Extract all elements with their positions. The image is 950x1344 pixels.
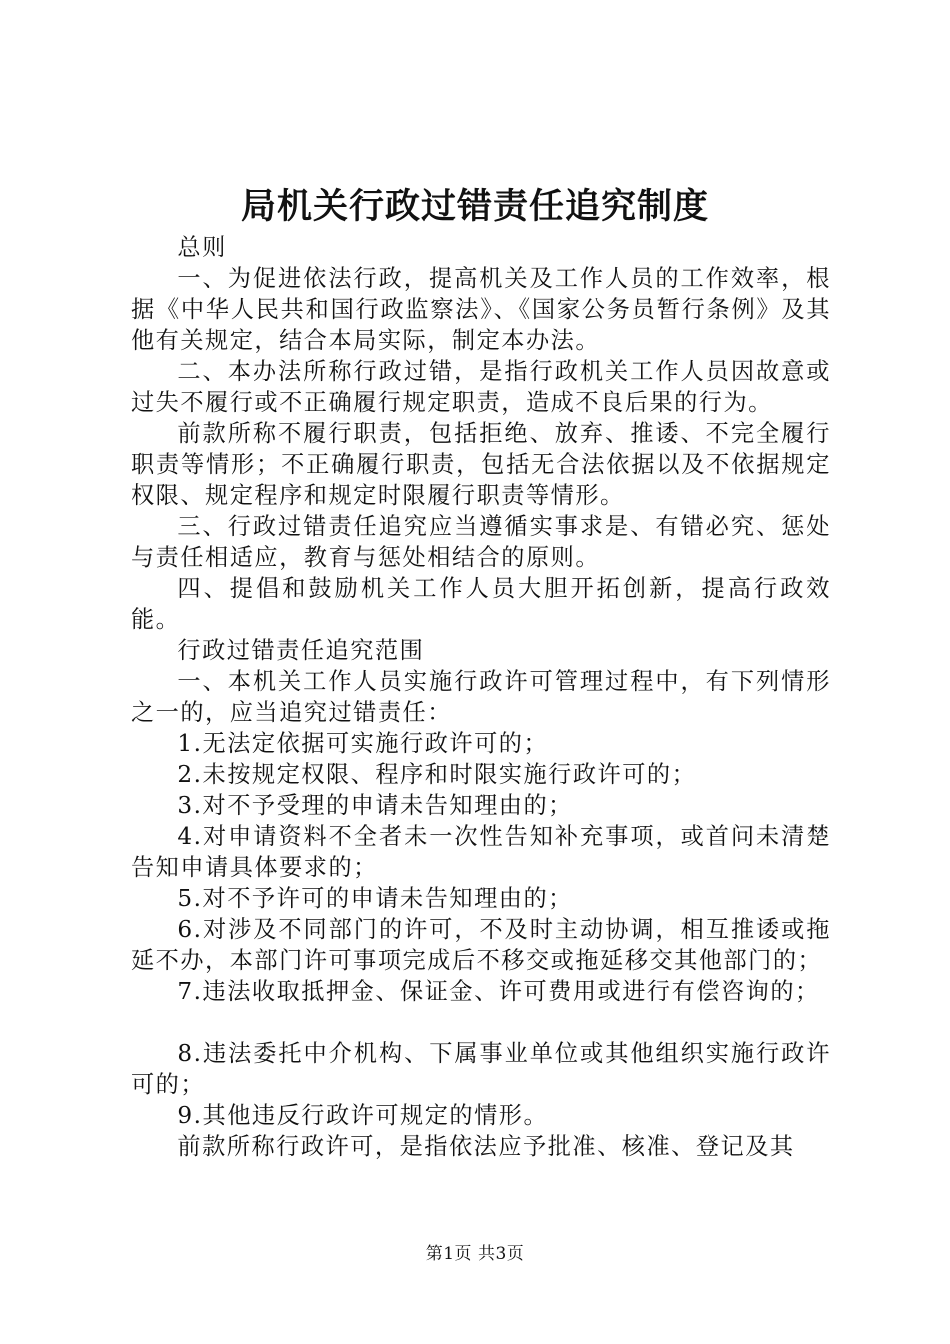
paragraph: 二、本办法所称行政过错，是指行政机关工作人员因故意或过失不履行或不正确履行规定职责，造成不良后果的行为。 xyxy=(131,358,831,416)
paragraph: 一、本机关工作人员实施行政许可管理过程中，有下列情形之一的，应当追究过错责任： xyxy=(131,668,831,726)
section-heading: 行政过错责任追究范围 xyxy=(177,637,425,664)
document-body xyxy=(131,232,831,1162)
list-item: 2.未按规定权限、程序和时限实施行政许可的； xyxy=(177,761,697,788)
document-title: 局机关行政过错责任追究制度 xyxy=(240,186,709,227)
list-item: 5.对不予许可的申请未告知理由的； xyxy=(177,885,573,912)
list-item: 4.对申请资料不全者未一次性告知补充事项，或首问未清楚告知申请具体要求的； xyxy=(131,823,831,881)
blank-line xyxy=(131,1007,831,1038)
list-item: 1.无法定依据可实施行政许可的； xyxy=(177,730,549,757)
page-footer: 第1页 共3页 xyxy=(425,1244,525,1264)
paragraph: 前款所称行政许可，是指依法应予批准、核准、登记及其 xyxy=(177,1133,795,1160)
list-item: 6.对涉及不同部门的许可，不及时主动协调，相互推诿或拖延不办，本部门许可事项完成后不移交或拖延移交其他部门的； xyxy=(131,916,831,974)
paragraph: 四、提倡和鼓励机关工作人员大胆开拓创新，提高行政效能。 xyxy=(131,575,831,633)
paragraph: 三、行政过错责任追究应当遵循实事求是、有错必究、惩处与责任相适应，教育与惩处相结合的原则。 xyxy=(131,513,831,571)
list-item: 8.违法委托中介机构、下属事业单位或其他组织实施行政许可的； xyxy=(131,1040,831,1098)
section-heading: 总则 xyxy=(177,234,227,261)
list-item: 9.其他违反行政许可规定的情形。 xyxy=(177,1102,549,1129)
paragraph: 前款所称不履行职责，包括拒绝、放弃、推诿、不完全履行职责等情形；不正确履行职责，包括无合法依据以及不依据规定权限、规定程序和规定时限履行职责等情形。 xyxy=(131,420,831,509)
list-item: 7.违法收取抵押金、保证金、许可费用或进行有偿咨询的； xyxy=(177,978,820,1005)
paragraph: 一、为促进依法行政，提高机关及工作人员的工作效率，根据《中华人民共和国行政监察法》、《国家公务员暂行条例》及其他有关规定，结合本局实际，制定本办法。 xyxy=(131,265,831,354)
list-item: 3.对不予受理的申请未告知理由的； xyxy=(177,792,573,819)
